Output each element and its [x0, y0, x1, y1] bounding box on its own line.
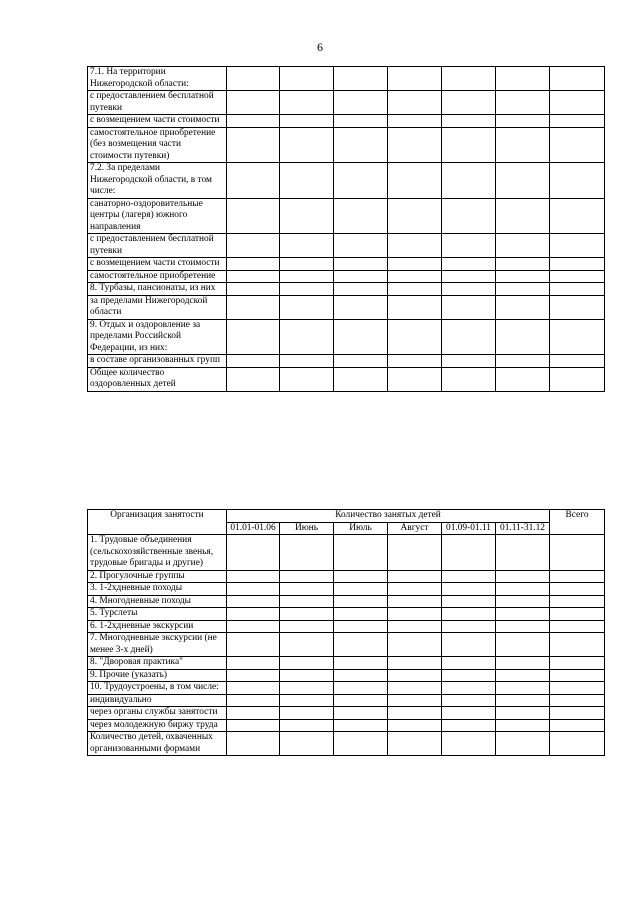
- value-cell[interactable]: [280, 367, 334, 391]
- row-label: 10. Трудоустроены, в том числе:: [88, 682, 227, 695]
- table-row: [88, 319, 605, 355]
- value-cell[interactable]: [550, 198, 605, 234]
- value-cell[interactable]: [550, 570, 605, 583]
- value-cell[interactable]: [334, 732, 388, 756]
- value-cell[interactable]: [550, 669, 605, 682]
- row-label: 9. Отдых и оздоровление за пределами Российской Федерации, из них:: [88, 319, 227, 355]
- value-cell[interactable]: [442, 283, 496, 296]
- header-period: 01.01-01.06: [227, 522, 280, 535]
- value-cell[interactable]: [496, 570, 550, 583]
- value-cell[interactable]: [388, 583, 442, 596]
- value-cell[interactable]: [388, 535, 442, 571]
- value-cell[interactable]: [550, 283, 605, 296]
- value-cell[interactable]: [496, 535, 550, 571]
- value-cell[interactable]: [334, 115, 388, 128]
- table-row: [88, 657, 605, 670]
- value-cell[interactable]: [550, 67, 605, 91]
- header-children-count: Количество занятых детей: [227, 510, 550, 523]
- value-cell[interactable]: [280, 657, 334, 670]
- value-cell[interactable]: [496, 657, 550, 670]
- value-cell[interactable]: [550, 163, 605, 199]
- value-cell[interactable]: [442, 319, 496, 355]
- value-cell[interactable]: [280, 270, 334, 283]
- row-label: Количество детей, охваченных организованными формами: [88, 732, 227, 756]
- value-cell[interactable]: [550, 719, 605, 732]
- table-row: [88, 198, 605, 234]
- value-cell[interactable]: [388, 270, 442, 283]
- page-number: 6: [317, 40, 323, 54]
- table-row: [88, 583, 605, 596]
- value-cell[interactable]: [227, 682, 280, 695]
- value-cell[interactable]: [280, 669, 334, 682]
- row-label: индивидуально: [88, 694, 227, 707]
- value-cell[interactable]: [388, 67, 442, 91]
- value-cell[interactable]: [496, 608, 550, 621]
- value-cell[interactable]: [550, 608, 605, 621]
- value-cell[interactable]: [550, 127, 605, 163]
- value-cell[interactable]: [334, 657, 388, 670]
- value-cell[interactable]: [334, 270, 388, 283]
- row-label: 5. Турслеты: [88, 608, 227, 621]
- row-label: 1. Трудовые объединения (сельскохозяйственные звенья, трудовые бригады и другие): [88, 535, 227, 571]
- value-cell[interactable]: [496, 669, 550, 682]
- table-row: [88, 570, 605, 583]
- value-cell[interactable]: [334, 595, 388, 608]
- row-label: через молодежную биржу труда: [88, 719, 227, 732]
- value-cell[interactable]: [388, 719, 442, 732]
- value-cell[interactable]: [442, 608, 496, 621]
- table-row: [88, 367, 605, 391]
- value-cell[interactable]: [442, 355, 496, 368]
- value-cell[interactable]: [280, 595, 334, 608]
- value-cell[interactable]: [550, 115, 605, 128]
- value-cell[interactable]: [280, 633, 334, 657]
- value-cell[interactable]: [227, 355, 280, 368]
- value-cell[interactable]: [550, 633, 605, 657]
- value-cell[interactable]: [280, 67, 334, 91]
- value-cell[interactable]: [280, 355, 334, 368]
- row-label: 2. Прогулочные группы: [88, 570, 227, 583]
- value-cell[interactable]: [496, 295, 550, 319]
- row-label: с возмещением части стоимости: [88, 115, 227, 128]
- table-row: [88, 91, 605, 115]
- value-cell[interactable]: [227, 657, 280, 670]
- value-cell[interactable]: [388, 163, 442, 199]
- value-cell[interactable]: [550, 657, 605, 670]
- row-label: 8. "Дворовая практика": [88, 657, 227, 670]
- value-cell[interactable]: [496, 694, 550, 707]
- table-row: [88, 115, 605, 128]
- value-cell[interactable]: [388, 694, 442, 707]
- recreation-table: [87, 66, 605, 392]
- value-cell[interactable]: [496, 583, 550, 596]
- value-cell[interactable]: [496, 633, 550, 657]
- table-row: [88, 633, 605, 657]
- value-cell[interactable]: [496, 258, 550, 271]
- value-cell[interactable]: [388, 707, 442, 720]
- value-cell[interactable]: [227, 535, 280, 571]
- row-label: с предоставлением бесплатной путевки: [88, 234, 227, 258]
- value-cell[interactable]: [496, 682, 550, 695]
- value-cell[interactable]: [388, 570, 442, 583]
- value-cell[interactable]: [280, 583, 334, 596]
- value-cell[interactable]: [442, 234, 496, 258]
- row-label: 9. Прочие (указать): [88, 669, 227, 682]
- value-cell[interactable]: [388, 682, 442, 695]
- header-period: Июль: [334, 522, 388, 535]
- value-cell[interactable]: [388, 633, 442, 657]
- value-cell[interactable]: [227, 283, 280, 296]
- row-label: с возмещением части стоимости: [88, 258, 227, 271]
- value-cell[interactable]: [334, 707, 388, 720]
- value-cell[interactable]: [388, 115, 442, 128]
- table-row: [88, 707, 605, 720]
- table-row: [88, 732, 605, 756]
- row-label: Общее количество оздоровленных детей: [88, 367, 227, 391]
- table-row: [88, 608, 605, 621]
- value-cell[interactable]: [442, 535, 496, 571]
- value-cell[interactable]: [442, 198, 496, 234]
- value-cell[interactable]: [227, 270, 280, 283]
- table-row: [88, 283, 605, 296]
- value-cell[interactable]: [496, 283, 550, 296]
- value-cell[interactable]: [442, 295, 496, 319]
- value-cell[interactable]: [550, 694, 605, 707]
- value-cell[interactable]: [334, 163, 388, 199]
- row-label: 7. Многодневные экскурсии (не менее 3-х дней): [88, 633, 227, 657]
- value-cell[interactable]: [496, 91, 550, 115]
- value-cell[interactable]: [388, 669, 442, 682]
- value-cell[interactable]: [280, 198, 334, 234]
- value-cell[interactable]: [550, 682, 605, 695]
- table-row: [88, 127, 605, 163]
- value-cell[interactable]: [334, 535, 388, 571]
- value-cell[interactable]: [550, 355, 605, 368]
- value-cell[interactable]: [280, 694, 334, 707]
- value-cell[interactable]: [388, 608, 442, 621]
- value-cell[interactable]: [227, 163, 280, 199]
- value-cell[interactable]: [227, 115, 280, 128]
- value-cell[interactable]: [388, 198, 442, 234]
- value-cell[interactable]: [388, 127, 442, 163]
- value-cell[interactable]: [334, 682, 388, 695]
- value-cell[interactable]: [334, 719, 388, 732]
- header-period: 01.09-01.11: [442, 522, 496, 535]
- header-period: Июнь: [280, 522, 334, 535]
- row-label: с предоставлением бесплатной путевки: [88, 91, 227, 115]
- value-cell[interactable]: [496, 67, 550, 91]
- row-label: за пределами Нижегородской области: [88, 295, 227, 319]
- header-period: Август: [388, 522, 442, 535]
- value-cell[interactable]: [442, 732, 496, 756]
- value-cell[interactable]: [334, 283, 388, 296]
- value-cell[interactable]: [496, 355, 550, 368]
- value-cell[interactable]: [227, 319, 280, 355]
- value-cell[interactable]: [280, 234, 334, 258]
- value-cell[interactable]: [496, 127, 550, 163]
- value-cell[interactable]: [442, 127, 496, 163]
- header-period: 01.11-31.12: [496, 522, 550, 535]
- value-cell[interactable]: [550, 367, 605, 391]
- value-cell[interactable]: [388, 595, 442, 608]
- value-cell[interactable]: [442, 367, 496, 391]
- value-cell[interactable]: [496, 719, 550, 732]
- value-cell[interactable]: [442, 270, 496, 283]
- value-cell[interactable]: [334, 620, 388, 633]
- value-cell[interactable]: [442, 719, 496, 732]
- table-row: [88, 595, 605, 608]
- value-cell[interactable]: [227, 583, 280, 596]
- value-cell[interactable]: [496, 732, 550, 756]
- value-cell[interactable]: [280, 91, 334, 115]
- value-cell[interactable]: [227, 295, 280, 319]
- value-cell[interactable]: [442, 620, 496, 633]
- value-cell[interactable]: [550, 270, 605, 283]
- value-cell[interactable]: [388, 319, 442, 355]
- employment-table: [87, 509, 605, 756]
- value-cell[interactable]: [550, 595, 605, 608]
- value-cell[interactable]: [442, 595, 496, 608]
- value-cell[interactable]: [388, 283, 442, 296]
- value-cell[interactable]: [227, 595, 280, 608]
- row-label: в составе организованных групп: [88, 355, 227, 368]
- value-cell[interactable]: [280, 535, 334, 571]
- value-cell[interactable]: [550, 234, 605, 258]
- value-cell[interactable]: [334, 633, 388, 657]
- value-cell[interactable]: [388, 258, 442, 271]
- table-row: [88, 682, 605, 695]
- value-cell[interactable]: [550, 707, 605, 720]
- table-row: [88, 535, 605, 571]
- value-cell[interactable]: [442, 570, 496, 583]
- value-cell[interactable]: [388, 91, 442, 115]
- table-row: [88, 295, 605, 319]
- row-label: 7.2. За пределами Нижегородской области, в том числе:: [88, 163, 227, 199]
- value-cell[interactable]: [496, 115, 550, 128]
- value-cell[interactable]: [388, 620, 442, 633]
- value-cell[interactable]: [388, 355, 442, 368]
- value-cell[interactable]: [550, 732, 605, 756]
- value-cell[interactable]: [227, 234, 280, 258]
- value-cell[interactable]: [334, 295, 388, 319]
- value-cell[interactable]: [227, 127, 280, 163]
- table-row: [88, 669, 605, 682]
- value-cell[interactable]: [496, 595, 550, 608]
- value-cell[interactable]: [442, 583, 496, 596]
- value-cell[interactable]: [280, 319, 334, 355]
- header-total: Всего: [550, 510, 605, 535]
- value-cell[interactable]: [280, 707, 334, 720]
- value-cell[interactable]: [334, 694, 388, 707]
- value-cell[interactable]: [280, 163, 334, 199]
- value-cell[interactable]: [334, 583, 388, 596]
- value-cell[interactable]: [496, 163, 550, 199]
- value-cell[interactable]: [442, 91, 496, 115]
- row-label: самостоятельное приобретение: [88, 270, 227, 283]
- row-label: через органы службы занятости: [88, 707, 227, 720]
- value-cell[interactable]: [496, 234, 550, 258]
- table-row: [88, 719, 605, 732]
- value-cell[interactable]: [550, 583, 605, 596]
- value-cell[interactable]: [334, 258, 388, 271]
- value-cell[interactable]: [334, 234, 388, 258]
- value-cell[interactable]: [227, 719, 280, 732]
- value-cell[interactable]: [280, 127, 334, 163]
- value-cell[interactable]: [280, 283, 334, 296]
- row-label: 7.1. На территории Нижегородской области:: [88, 67, 227, 91]
- value-cell[interactable]: [334, 570, 388, 583]
- value-cell[interactable]: [280, 295, 334, 319]
- table-row: [88, 270, 605, 283]
- value-cell[interactable]: [227, 620, 280, 633]
- table-row: [88, 163, 605, 199]
- value-cell[interactable]: [496, 620, 550, 633]
- value-cell[interactable]: [227, 258, 280, 271]
- value-cell[interactable]: [334, 198, 388, 234]
- value-cell[interactable]: [442, 657, 496, 670]
- value-cell[interactable]: [550, 91, 605, 115]
- value-cell[interactable]: [442, 163, 496, 199]
- value-cell[interactable]: [496, 367, 550, 391]
- value-cell[interactable]: [227, 732, 280, 756]
- value-cell[interactable]: [334, 319, 388, 355]
- value-cell[interactable]: [550, 295, 605, 319]
- value-cell[interactable]: [227, 669, 280, 682]
- value-cell[interactable]: [280, 115, 334, 128]
- value-cell[interactable]: [442, 694, 496, 707]
- value-cell[interactable]: [550, 535, 605, 571]
- row-label: 6. 1-2хдневные экскурсии: [88, 620, 227, 633]
- value-cell[interactable]: [442, 67, 496, 91]
- value-cell[interactable]: [280, 620, 334, 633]
- value-cell[interactable]: [227, 91, 280, 115]
- value-cell[interactable]: [280, 682, 334, 695]
- value-cell[interactable]: [227, 707, 280, 720]
- value-cell[interactable]: [496, 198, 550, 234]
- value-cell[interactable]: [550, 620, 605, 633]
- value-cell[interactable]: [442, 115, 496, 128]
- row-label: 4. Многодневные походы: [88, 595, 227, 608]
- value-cell[interactable]: [227, 198, 280, 234]
- value-cell[interactable]: [496, 319, 550, 355]
- value-cell[interactable]: [280, 258, 334, 271]
- value-cell[interactable]: [334, 608, 388, 621]
- table-row: [88, 234, 605, 258]
- row-label: 8. Турбазы, пансионаты, из них: [88, 283, 227, 296]
- value-cell[interactable]: [442, 633, 496, 657]
- value-cell[interactable]: [334, 355, 388, 368]
- value-cell[interactable]: [388, 234, 442, 258]
- value-cell[interactable]: [334, 367, 388, 391]
- row-label: 3. 1-2хдневные походы: [88, 583, 227, 596]
- value-cell[interactable]: [442, 258, 496, 271]
- value-cell[interactable]: [442, 707, 496, 720]
- value-cell[interactable]: [442, 682, 496, 695]
- value-cell[interactable]: [280, 732, 334, 756]
- value-cell[interactable]: [496, 270, 550, 283]
- row-label: санаторно-оздоровительные центры (лагеря) южного направления: [88, 198, 227, 234]
- value-cell[interactable]: [227, 570, 280, 583]
- value-cell[interactable]: [227, 694, 280, 707]
- value-cell[interactable]: [334, 127, 388, 163]
- value-cell[interactable]: [496, 707, 550, 720]
- table-row: [88, 67, 605, 91]
- value-cell[interactable]: [280, 608, 334, 621]
- value-cell[interactable]: [227, 633, 280, 657]
- value-cell[interactable]: [280, 570, 334, 583]
- value-cell[interactable]: [550, 319, 605, 355]
- value-cell[interactable]: [388, 367, 442, 391]
- value-cell[interactable]: [227, 67, 280, 91]
- value-cell[interactable]: [334, 91, 388, 115]
- value-cell[interactable]: [227, 367, 280, 391]
- value-cell[interactable]: [227, 608, 280, 621]
- value-cell[interactable]: [334, 67, 388, 91]
- value-cell[interactable]: [388, 732, 442, 756]
- header-organization: Организация занятости: [88, 510, 227, 535]
- table-row: [88, 694, 605, 707]
- row-label: самостоятельное приобретение (без возмещения части стоимости путевки): [88, 127, 227, 163]
- value-cell[interactable]: [442, 669, 496, 682]
- table-row: [88, 258, 605, 271]
- value-cell[interactable]: [334, 669, 388, 682]
- value-cell[interactable]: [388, 657, 442, 670]
- table-row: [88, 620, 605, 633]
- value-cell[interactable]: [550, 258, 605, 271]
- table-row: [88, 355, 605, 368]
- value-cell[interactable]: [388, 295, 442, 319]
- value-cell[interactable]: [280, 719, 334, 732]
